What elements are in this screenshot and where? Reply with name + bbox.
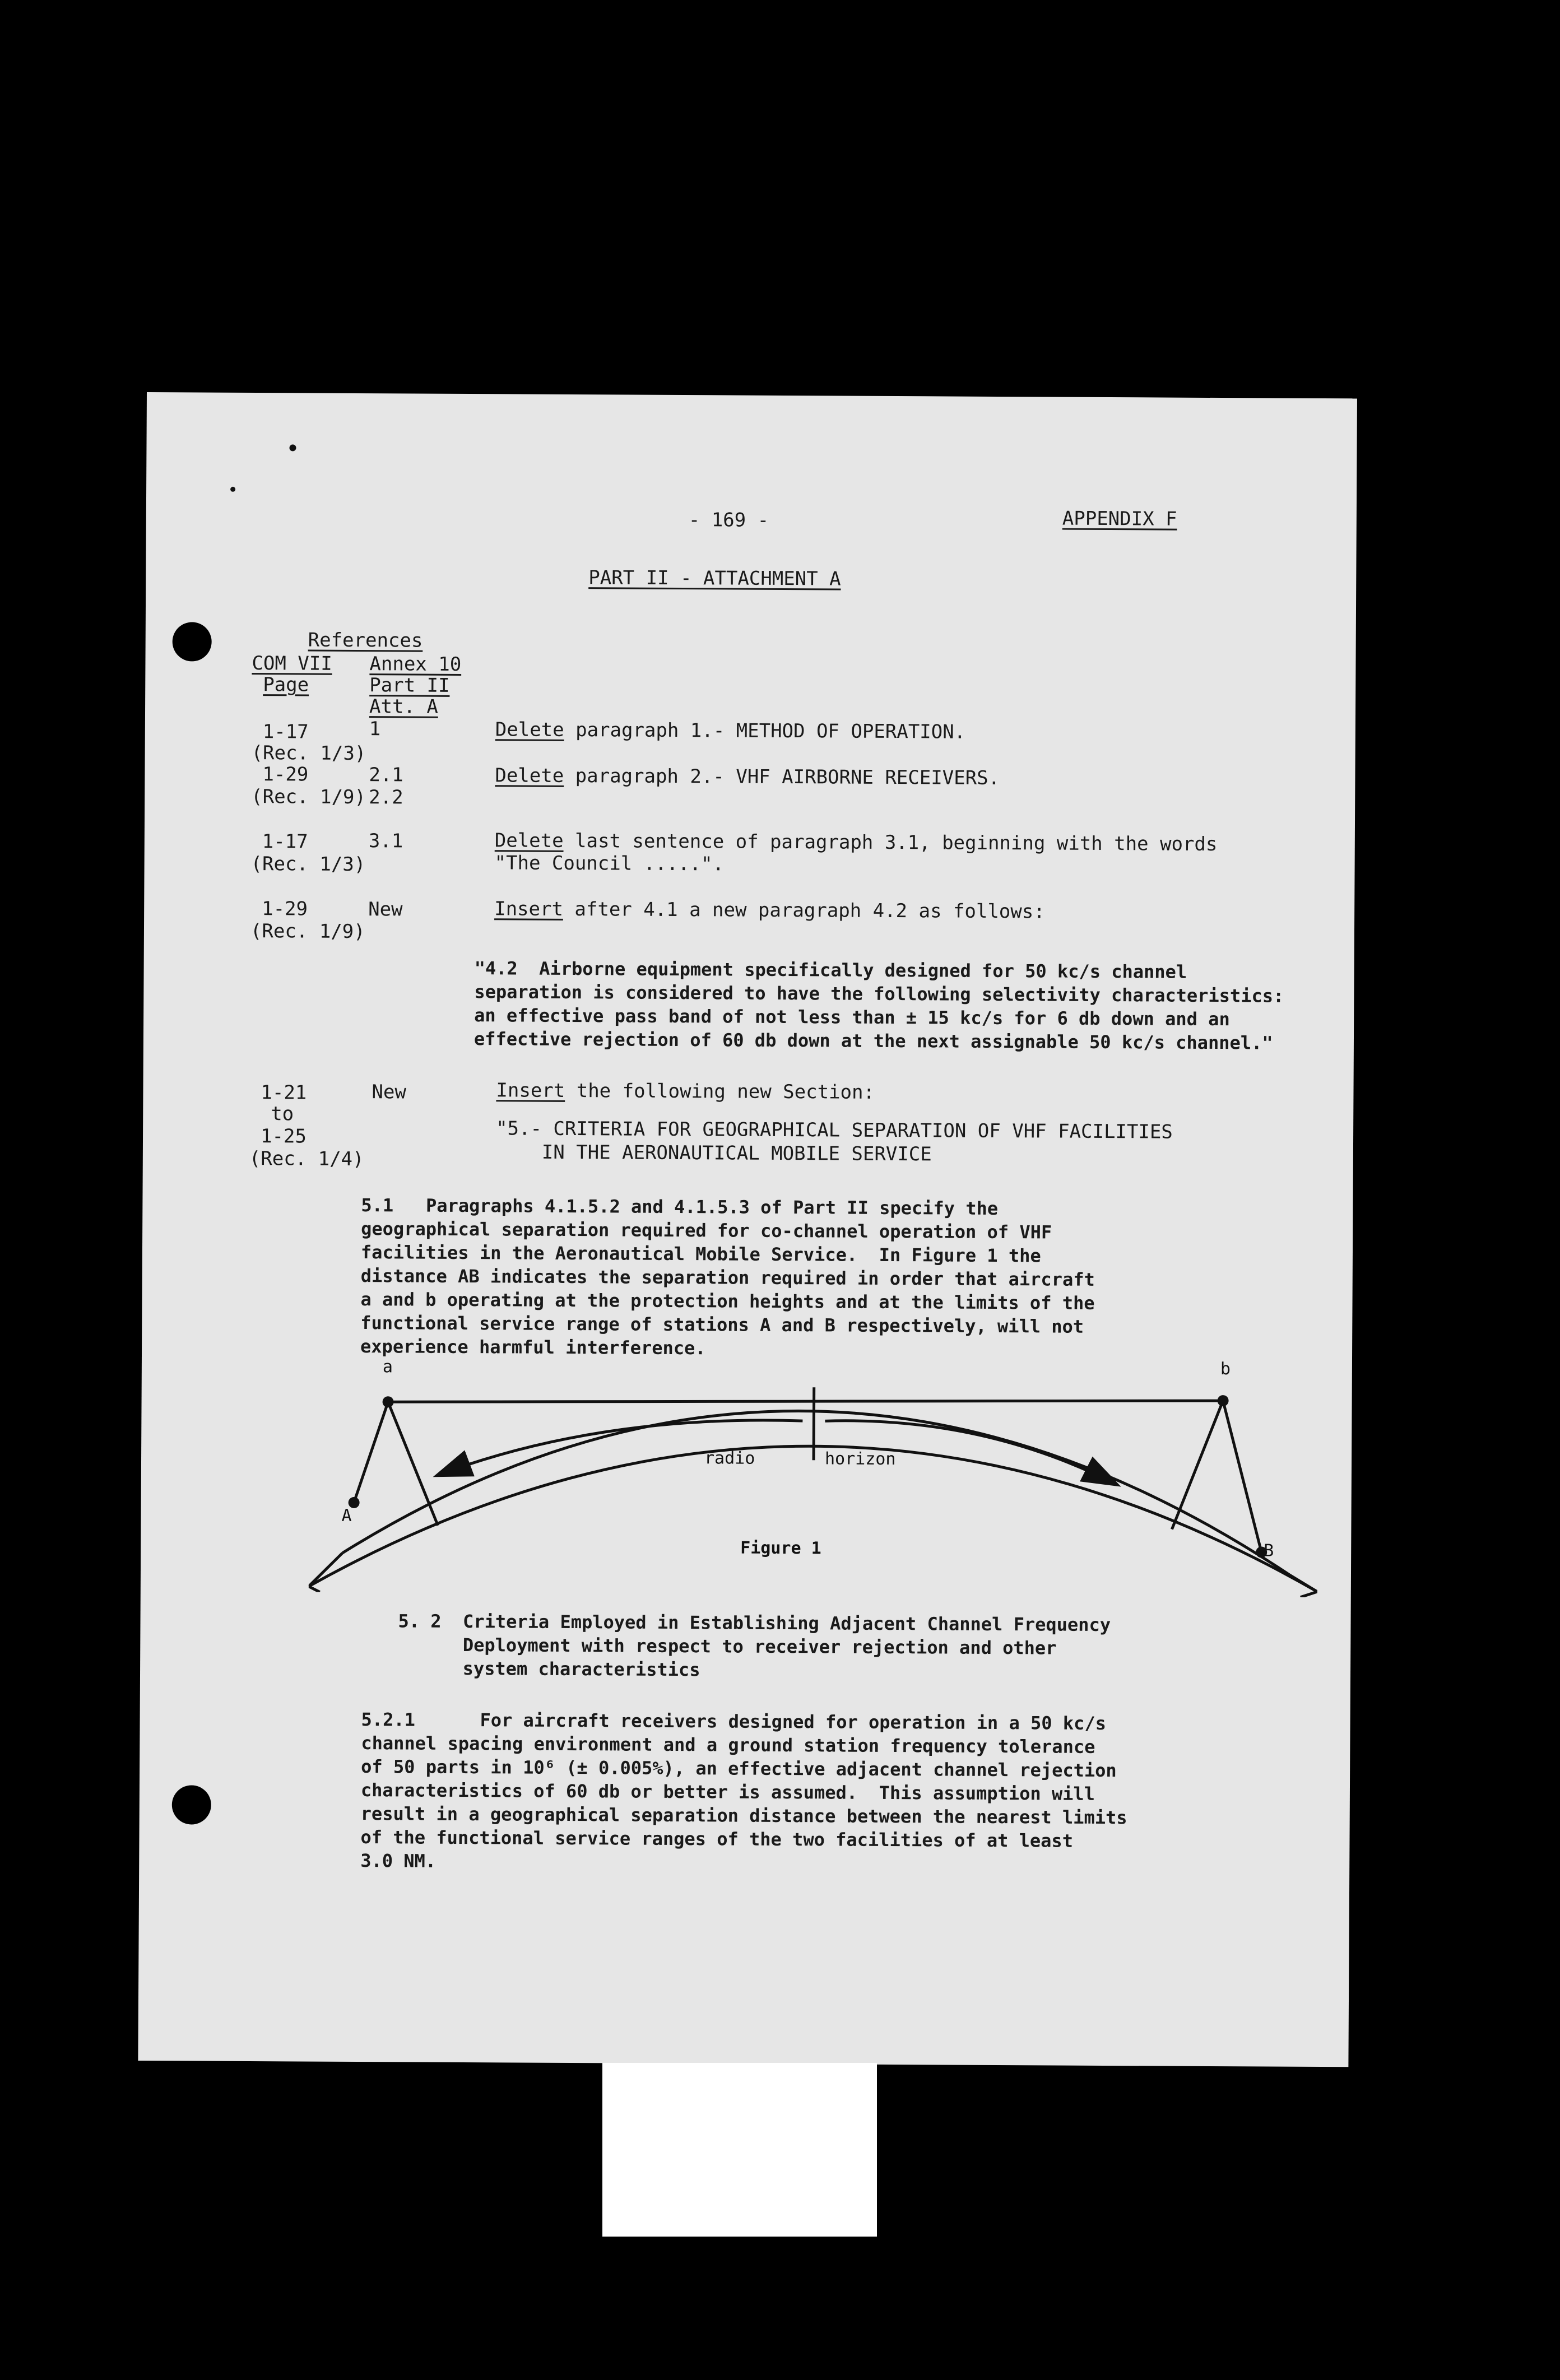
action-word: Delete	[495, 718, 564, 741]
references-heading: References	[308, 629, 423, 652]
label-aircraft-b: b	[1220, 1359, 1231, 1379]
section-title-line: "5.- CRITERIA FOR GEOGRAPHICAL SEPARATION OF VHF FACILITIES	[496, 1117, 1173, 1143]
range-bracket-right	[1289, 1575, 1317, 1592]
range-bracket-right-tick	[1301, 1592, 1317, 1597]
action-word: Delete	[494, 829, 564, 852]
row-rec: (Rec. 1/9)	[251, 785, 366, 809]
speck	[230, 487, 235, 492]
aircraft-b-slant	[1172, 1401, 1223, 1530]
para-521-line: channel spacing environment and a ground station frequency tolerance	[361, 1732, 1095, 1758]
row-page: 1-29	[262, 763, 309, 786]
line-of-sight-ab	[388, 1396, 1223, 1406]
row-instruction	[495, 764, 1000, 790]
row-page: 1-21	[261, 1081, 307, 1104]
speck	[289, 444, 296, 451]
row-rec: (Rec. 1/4)	[249, 1147, 364, 1171]
row-page: 1-17	[262, 720, 309, 743]
page-title: PART II - ATTACHMENT A	[588, 566, 841, 591]
row-att: 1	[369, 718, 381, 741]
row-page: 1-17	[262, 830, 308, 853]
para-521-line: of the functional service ranges of the two facilities of at least	[360, 1826, 1074, 1852]
row-att: 3.1	[368, 830, 403, 853]
para-52-line: Deployment with respect to receiver rejection and other	[398, 1634, 1057, 1659]
quote-line: effective rejection of 60 db down at the next assignable 50 kc/s channel."	[473, 1028, 1273, 1054]
para-521-line: characteristics of 60 db or better is assumed. This assumption will	[360, 1779, 1095, 1805]
para-51-line: a and b operating at the protection heights and at the limits of the	[360, 1289, 1095, 1314]
row-text-cont: "The Council .....".	[494, 852, 725, 876]
aircraft-b-point	[1218, 1395, 1229, 1406]
label-aircraft-a: a	[382, 1357, 393, 1377]
para-521-line: of 50 parts in 10⁶ (± 0.005%), an effective adjacent channel rejection	[361, 1756, 1117, 1782]
col-header-att: Att. A	[369, 695, 438, 718]
row-instruction	[494, 897, 1045, 923]
para-51-line: 5.1 Paragraphs 4.1.5.2 and 4.1.5.3 of Part II specify the	[361, 1194, 999, 1219]
action-word: Insert	[496, 1079, 565, 1102]
para-521-line: 3.0 NM.	[360, 1850, 437, 1872]
label-radio: radio	[704, 1448, 755, 1468]
row-att2: 2.2	[369, 786, 403, 809]
quote-line: an effective pass band of not less than ± 15 kc/s for 6 db down and an	[474, 1005, 1230, 1030]
row-att: New	[372, 1081, 406, 1104]
para-52-line: 5. 2 Criteria Employed in Establishing Adjacent Channel Frequency	[398, 1610, 1111, 1636]
row-page2: 1-25	[260, 1125, 307, 1148]
row-text: paragraph 1.- METHOD OF OPERATION.	[564, 718, 966, 743]
row-text: last sentence of paragraph 3.1, beginning with the words	[563, 829, 1218, 856]
aircraft-a-slant	[387, 1402, 438, 1525]
row-instruction	[495, 718, 965, 743]
row-rec: (Rec. 1/9)	[250, 919, 365, 943]
appendix-label: APPENDIX F	[1062, 507, 1177, 531]
station-b-link	[1222, 1401, 1262, 1552]
section-title-line: IN THE AERONAUTICAL MOBILE SERVICE	[495, 1141, 932, 1166]
row-rec: (Rec. 1/3)	[251, 741, 366, 765]
quote-line: "4.2 Airborne equipment specifically designed for 50 kc/s channel	[474, 957, 1187, 983]
punch-hole	[172, 622, 211, 661]
station-a-link	[354, 1402, 388, 1503]
punch-hole	[172, 1785, 211, 1824]
col-header-annex: Annex 10	[369, 653, 462, 676]
figure-1-diagram	[309, 1379, 1318, 1597]
row-page: 1-29	[262, 898, 308, 921]
page-number: - 169 -	[688, 509, 769, 532]
para-52-line: system characteristics	[397, 1657, 700, 1681]
para-521-line: 5.2.1 For aircraft receivers designed for operation in a 50 kc/s	[361, 1709, 1107, 1734]
row-text: the following new Section:	[565, 1079, 875, 1104]
blank-card	[602, 2063, 877, 2237]
label-station-b: B	[1264, 1541, 1274, 1561]
row-text: after 4.1 a new paragraph 4.2 as follows:	[563, 898, 1045, 923]
range-bracket-left-tick	[309, 1587, 320, 1592]
label-station-a: A	[341, 1505, 352, 1526]
row-att: New	[368, 898, 403, 921]
row-rec: (Rec. 1/3)	[250, 852, 366, 876]
para-51-line: geographical separation required for co-channel operation of VHF	[361, 1218, 1052, 1243]
col-header-page: Page	[263, 673, 309, 696]
col-header-com: COM VII	[252, 652, 332, 675]
document-page	[138, 392, 1357, 2067]
row-to: to	[271, 1103, 294, 1126]
quote-line: separation is considered to have the following selectivity characteristics:	[474, 981, 1284, 1007]
para-51-line: functional service range of stations A and B respectively, will not	[360, 1312, 1084, 1337]
aircraft-a-point	[383, 1396, 394, 1407]
row-att: 2.1	[369, 764, 403, 787]
figure-caption: Figure 1	[740, 1538, 821, 1559]
para-51-line: distance AB indicates the separation required in order that aircraft	[360, 1265, 1095, 1290]
action-word: Insert	[494, 898, 564, 921]
para-51-line: facilities in the Aeronautical Mobile Service. In Figure 1 the	[360, 1242, 1041, 1267]
para-51-line: experience harmful interference.	[360, 1336, 706, 1359]
para-521-line: result in a geographical separation distance between the nearest limits	[360, 1803, 1127, 1829]
label-horizon: horizon	[824, 1449, 896, 1470]
action-word: Delete	[495, 764, 564, 787]
row-text: paragraph 2.- VHF AIRBORNE RECEIVERS.	[564, 764, 1000, 789]
col-header-part: Part II	[369, 674, 450, 697]
row-instruction	[496, 1079, 875, 1104]
